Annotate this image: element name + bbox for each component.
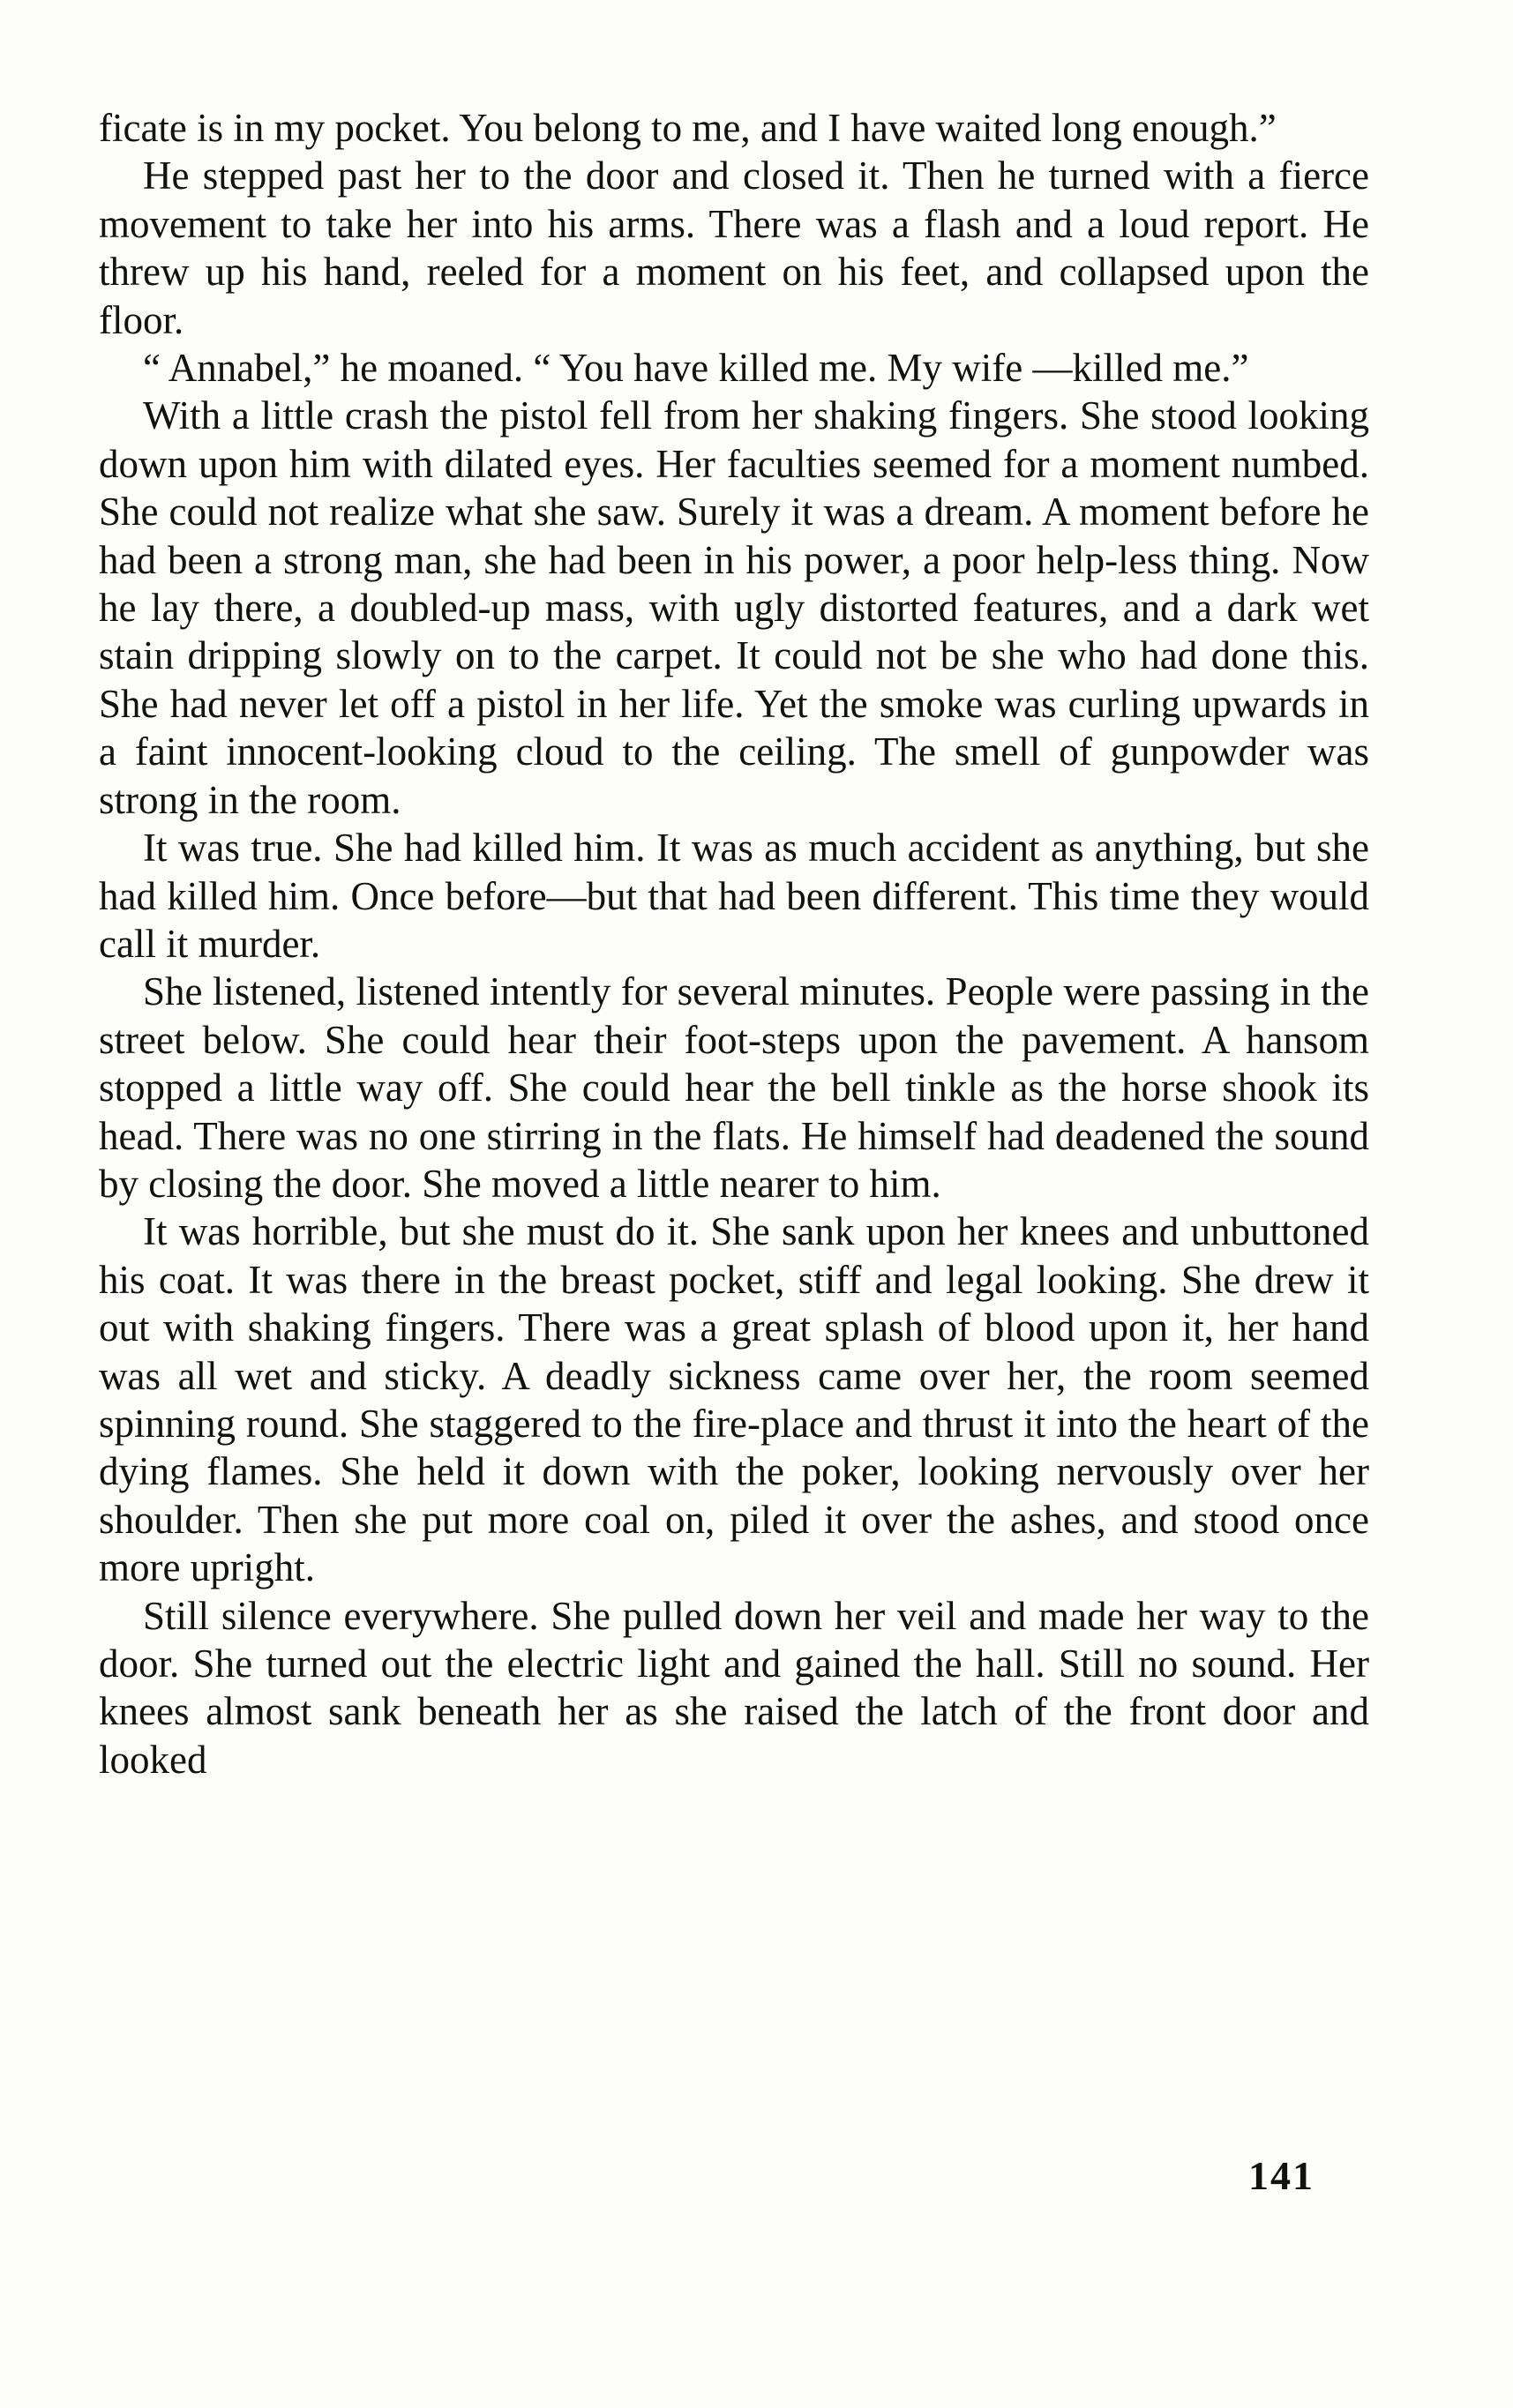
paragraph-7: It was horrible, but she must do it. She sank upon her knees and unbuttoned his coat. It was there in the breast pocket, stiff and legal looking. She drew it out with shaking fingers. There was a great splash of blood upon it, her hand was all wet and sticky. A deadly sickness came over her, the room seemed spinning round. She staggered to the fire-place and thrust it into the heart of the dying flames. She held it down with the poker, looking nervously over her shoulder. Then she put more coal on, piled it over the ashes, and stood once more upright.	[99, 1209, 1369, 1590]
page-number: 141	[1248, 2153, 1315, 2198]
paragraph-5: It was true. She had killed him. It was as much accident as anything, but she had killed him. Once before—but that had been different. This time they would call it murder.	[99, 826, 1369, 966]
body-text	[99, 104, 1369, 1784]
paragraph-1: ficate is in my pocket. You belong to me, and I have waited long enough.”	[99, 106, 1277, 150]
paragraph-4: With a little crash the pistol fell from her shaking fingers. She stood looking down upon him with dilated eyes. Her faculties seemed for a moment numbed. She could not realize what she saw. Surely it was a dream. A moment before he had been a strong man, she had been in his power, a poor help-less thing. Now he lay there, a doubled-up mass, with ugly distorted features, and a dark wet stain dripping slowly on to the carpet. It could not be she who had done this. She had never let off a pistol in her life. Yet the smoke was curling upwards in a faint innocent-looking cloud to the ceiling. The smell of gunpowder was strong in the room.	[99, 393, 1369, 822]
paragraph-2: He stepped past her to the door and closed it. Then he turned with a fierce movement to take her into his arms. There was a flash and a loud report. He threw up his hand, reeled for a moment on his feet, and collapsed upon the floor.	[99, 153, 1369, 342]
paragraph-6: She listened, listened intently for several minutes. People were passing in the street below. She could hear their foot-steps upon the pavement. A hansom stopped a little way off. She could hear the bell tinkle as the horse shook its head. There was no one stirring in the flats. He himself had deadened the sound by closing the door. She moved a little nearer to him.	[99, 969, 1369, 1206]
paragraph-8: Still silence everywhere. She pulled down her veil and made her way to the door. She turned out the electric light and gained the hall. Still no sound. Her knees almost sank beneath her as she raised the latch of the front door and looked	[99, 1593, 1369, 1782]
paragraph-3: “ Annabel,” he moaned. “ You have killed me. My wife —killed me.”	[143, 346, 1249, 391]
